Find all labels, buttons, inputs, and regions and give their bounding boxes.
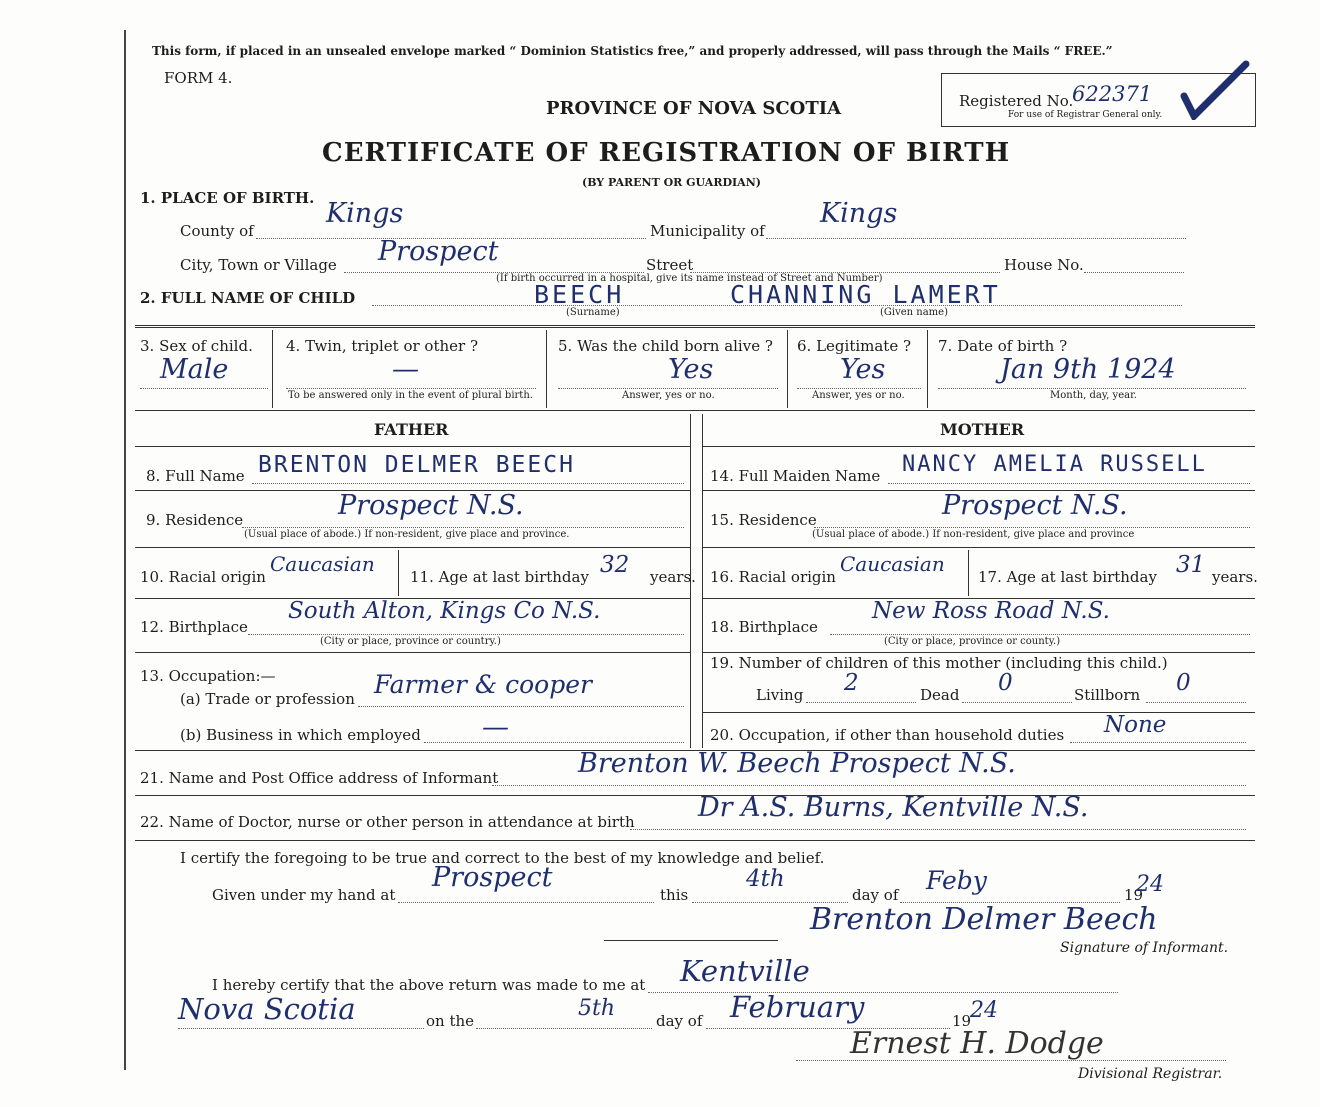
father-race-value: Caucasian [270, 552, 375, 576]
dead-label: Dead [920, 686, 960, 704]
mother-race-value: Caucasian [840, 552, 945, 576]
registrar-year-value: 24 [970, 998, 998, 1023]
legitimate-value: Yes [840, 354, 886, 385]
mother-age-value: 31 [1176, 552, 1206, 578]
stillborn-value: 0 [1176, 670, 1191, 696]
doctor-value: Dr A.S. Burns, Kentville N.S. [698, 792, 1089, 823]
given-day-value: 4th [746, 866, 785, 892]
mother-age-unit: years. [1212, 568, 1258, 586]
date-of-birth-caption: Month, day, year. [1050, 390, 1137, 401]
mother-residence-value: Prospect N.S. [942, 490, 1128, 521]
county-label: County of [180, 222, 254, 240]
surname-caption: (Surname) [566, 307, 620, 318]
mother-occupation-label: 20. Occupation, if other than household duties [710, 726, 1065, 744]
day-of-label: day of [852, 886, 899, 904]
registrar-note: For use of Registrar General only. [1008, 110, 1163, 120]
mother-occupation-value: None [1104, 712, 1167, 738]
father-birthplace-value: South Alton, Kings Co N.S. [288, 598, 601, 624]
divider [546, 330, 547, 408]
given-under-label: Given under my hand at [212, 886, 396, 904]
stillborn-label: Stillborn [1074, 686, 1141, 704]
city-label: City, Town or Village [180, 256, 337, 274]
mother-birthplace-value: New Ross Road N.S. [872, 598, 1110, 624]
children-count-label: 19. Number of children of this mother (including this child.) [710, 654, 1168, 672]
divider [135, 652, 690, 653]
child-name-label: 2. FULL NAME OF CHILD [140, 289, 356, 307]
divider [135, 325, 1255, 326]
registrar-place-value: Kentville [680, 954, 810, 988]
legitimate-caption: Answer, yes or no. [812, 390, 905, 401]
mother-race-label: 16. Racial origin [710, 568, 836, 586]
mother-age-label: 17. Age at last birthday [978, 568, 1157, 586]
city-value: Prospect [378, 236, 499, 267]
twin-caption: To be answered only in the event of plural birth. [288, 390, 533, 401]
mother-residence-caption: (Usual place of abode.) If non-resident, give place and province [812, 529, 1135, 540]
registrar-province-value: Nova Scotia [178, 992, 356, 1026]
informant-value: Brenton W. Beech Prospect N.S. [578, 748, 1016, 779]
given-month-value: Feby [926, 866, 987, 895]
blank-line [604, 940, 778, 941]
mother-name-value: NANCY AMELIA RUSSELL [902, 452, 1207, 477]
house-number-label: House No. [1004, 256, 1084, 274]
street-label: Street [646, 256, 694, 274]
date-of-birth-value: Jan 9th 1924 [1000, 354, 1176, 385]
father-heading: FATHER [374, 420, 449, 439]
registrar-month-value: February [730, 990, 865, 1024]
child-given-names: CHANNING LAMERT [730, 280, 1001, 309]
divider [927, 330, 928, 408]
county-value: Kings [326, 198, 404, 229]
child-surname: BEECH [534, 280, 625, 309]
divider [135, 840, 1255, 841]
mother-name-label: 14. Full Maiden Name [710, 467, 881, 485]
given-place-value: Prospect [432, 862, 553, 893]
date-of-birth-label: 7. Date of birth ? [938, 337, 1068, 355]
given-year-value: 24 [1136, 872, 1164, 897]
divider [702, 446, 1255, 447]
divider [135, 547, 690, 548]
form-left-edge [124, 30, 126, 1070]
registrar-day-of-label: day of [656, 1012, 703, 1030]
registrar-statement: I hereby certify that the above return was made to me at [212, 976, 646, 994]
mail-note: This form, if placed in an unsealed envelope marked “ Dominion Statistics free,” and properly addressed, will pass through the Mails “ FREE.” [152, 44, 1113, 58]
father-age-unit: years. [650, 568, 696, 586]
father-residence-label: 9. Residence [146, 511, 244, 529]
registrar-caption: Divisional Registrar. [1078, 1066, 1223, 1082]
this-label: this [660, 886, 689, 904]
informant-signature: Brenton Delmer Beech [810, 902, 1158, 937]
check-mark-icon [1180, 60, 1250, 120]
mother-birthplace-label: 18. Birthplace [710, 618, 818, 636]
mother-birthplace-caption: (City or place, province or county.) [884, 636, 1061, 647]
registered-label: Registered No. [959, 92, 1074, 110]
hospital-note: (If birth occurred in a hospital, give its name instead of Street and Number) [496, 273, 883, 284]
father-age-label: 11. Age at last birthday [410, 568, 589, 586]
registrar-day-value: 5th [578, 996, 616, 1021]
father-business-value: — [482, 712, 509, 743]
twin-value: — [392, 354, 419, 385]
alive-caption: Answer, yes or no. [622, 390, 715, 401]
father-trade-label: (a) Trade or profession [180, 690, 355, 708]
father-race-label: 10. Racial origin [140, 568, 266, 586]
twin-label: 4. Twin, triplet or other ? [286, 337, 478, 355]
province-heading: PROVINCE OF NOVA SCOTIA [546, 98, 842, 119]
divider [702, 547, 1255, 548]
father-residence-value: Prospect N.S. [338, 490, 524, 521]
father-trade-value: Farmer & cooper [374, 670, 592, 699]
divider [787, 330, 788, 408]
divider [135, 410, 1255, 411]
form-number: FORM 4. [164, 69, 233, 87]
legitimate-label: 6. Legitimate ? [797, 337, 912, 355]
on-the-label: on the [426, 1012, 475, 1030]
father-occupation-label: 13. Occupation:— [140, 667, 276, 685]
divider [702, 712, 1255, 713]
municipality-label: Municipality of [650, 222, 765, 240]
registrar-signature: Ernest H. Dodge [850, 1026, 1104, 1061]
given-name-caption: (Given name) [880, 307, 948, 318]
divider [702, 652, 1255, 653]
registered-number: 622371 [1072, 82, 1153, 106]
father-birthplace-caption: (City or place, province or country.) [320, 636, 501, 647]
divider [968, 550, 969, 596]
divider [398, 550, 399, 596]
father-name-label: 8. Full Name [146, 467, 245, 485]
informant-signature-caption: Signature of Informant. [1060, 940, 1229, 956]
year-prefix: 19 [1124, 886, 1144, 904]
father-business-label: (b) Business in which employed [180, 726, 421, 744]
divider [135, 446, 690, 447]
mother-residence-label: 15. Residence [710, 511, 817, 529]
place-of-birth-heading: 1. PLACE OF BIRTH. [140, 189, 315, 207]
sex-label: 3. Sex of child. [140, 337, 253, 355]
informant-label: 21. Name and Post Office address of Informant [140, 769, 499, 787]
municipality-value: Kings [820, 198, 898, 229]
doctor-label: 22. Name of Doctor, nurse or other person in attendance at birth [140, 813, 635, 831]
registrar-year-prefix: 19 [952, 1012, 972, 1030]
father-residence-caption: (Usual place of abode.) If non-resident, give place and province. [244, 529, 570, 540]
living-value: 2 [844, 670, 859, 696]
alive-value: Yes [668, 354, 714, 385]
alive-label: 5. Was the child born alive ? [558, 337, 773, 355]
father-name-value: BRENTON DELMER BEECH [258, 452, 575, 478]
dead-value: 0 [998, 670, 1013, 696]
father-birthplace-label: 12. Birthplace [140, 618, 248, 636]
sex-value: Male [160, 354, 229, 385]
mother-heading: MOTHER [940, 420, 1025, 439]
divider [272, 330, 273, 408]
living-label: Living [756, 686, 804, 704]
certify-statement: I certify the foregoing to be true and correct to the best of my knowledge and belief. [180, 849, 825, 867]
divider [135, 327, 1255, 328]
certificate-title: CERTIFICATE OF REGISTRATION OF BIRTH [322, 138, 1011, 168]
divider [702, 414, 703, 748]
certificate-subtitle: (BY PARENT OR GUARDIAN) [582, 176, 761, 189]
father-age-value: 32 [600, 552, 630, 578]
